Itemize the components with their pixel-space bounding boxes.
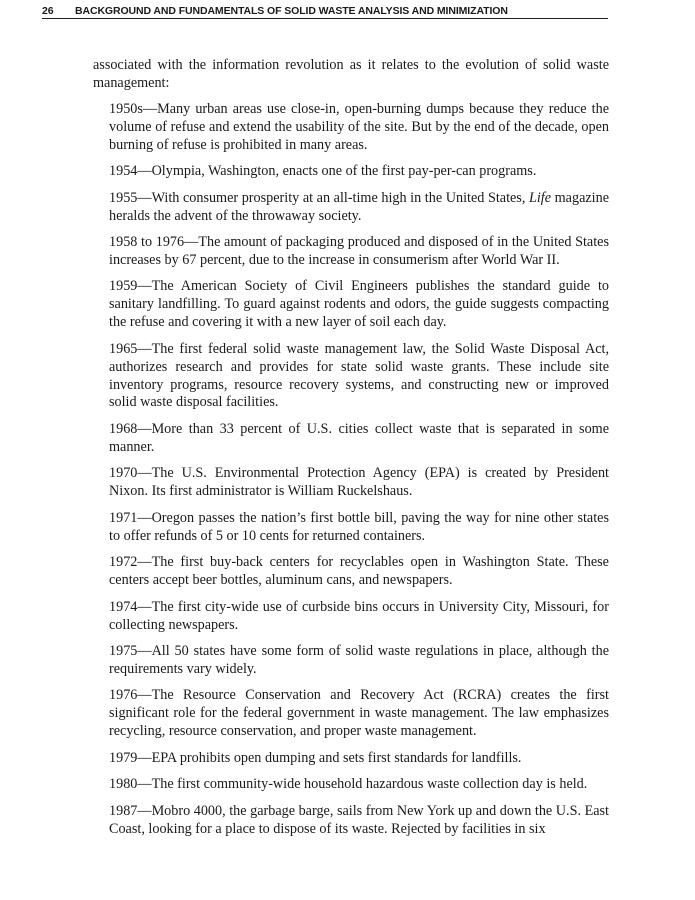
entry-year: 1954 [109,163,138,180]
entry-year: 1955 [109,189,138,206]
entry-year: 1979 [109,749,138,766]
entry-text: The first community-wide household hazardous waste collection day is held. [151,776,588,793]
timeline-entry-1970: 1970—The U.S. Environmental Protection Agency (EPA) is created by President Nixon. Its first administrator is William Ruckelshaus. [109,465,609,500]
entry-year: 1976 [109,687,138,704]
timeline-entry-1976: 1976—The Resource Conservation and Recovery Act (RCRA) creates the first significant role for the federal government in waste management. The law emphasizes recycling, resource conservation, and proper waste management. [109,687,609,740]
timeline-entry-1972: 1972—The first buy-back centers for recyclables open in Washington State. These centers accept beer bottles, aluminum cans, and newspapers. [109,554,609,589]
timeline-entry-1950s: 1950s—Many urban areas use close-in, open-burning dumps because they reduce the volume of refuse and extend the usability of the site. But by the end of the decade, open burning of refuse is prohibited in many areas. [109,100,609,153]
entry-year: 1970 [109,465,138,482]
entry-year: 1958 to 1976 [109,234,185,251]
magazine-title: Life [528,189,552,206]
entry-year: 1950s [109,100,143,117]
timeline-entry-1971: 1971—Oregon passes the nation’s first bottle bill, paving the way for nine other states to offer refunds of 5 or 10 cents for returned containers. [109,509,609,544]
timeline-entry-1959: 1959—The American Society of Civil Engineers publishes the standard guide to sanitary landfilling. To guard against rodents and odors, the guide suggests compacting the refuse and covering it with a new layer of soil each day. [109,278,609,331]
entry-text: Many urban areas use close-in, open-burning dumps because they reduce the volume of refuse and extend the usability of the site. But by the end of the decade, open burning of refuse is prohibited in many areas. [109,100,609,153]
entry-text: The amount of packaging produced and disposed of in the United States increases by 67 percent, due to the increase in consumerism after World War II. [109,234,609,268]
timeline-entry-1974: 1974—The first city-wide use of curbside bins occurs in University City, Missouri, for collecting newspapers. [109,598,609,633]
entry-text: magazine heralds the advent of the throwaway society. [109,189,609,224]
entry-year: 1987 [109,802,138,819]
entry-text: With consumer prosperity at an all-time high in the United States, [151,189,529,206]
entry-text: The American Society of Civil Engineers publishes the standard guide to sanitary landfilling. To guard against rodents and odors, the guide suggests compacting the refuse and covering it with a new layer of soil each day. [109,278,609,331]
entry-year: 1971 [109,509,138,526]
page-body [93,57,609,847]
entry-text: All 50 states have some form of solid waste regulations in place, although the requirements vary widely. [109,643,609,677]
timeline-entry-1954: 1954—Olympia, Washington, enacts one of the first pay-per-can programs. [109,163,537,180]
entry-text: The first federal solid waste management law, the Solid Waste Disposal Act, authorizes research and provides for state solid waste grants. These include site inventory programs, resource recovery systems, and constructing new or improved solid waste disposal facilities. [109,340,609,411]
entry-text: The Resource Conservation and Recovery Act (RCRA) creates the first significant role for the federal government in waste management. The law emphasizes recycling, resource conservation, and proper waste management. [109,687,609,740]
entry-text: Olympia, Washington, enacts one of the first pay-per-can programs. [151,163,537,180]
entry-text: The first city-wide use of curbside bins occurs in University City, Missouri, for collecting newspapers. [109,598,609,633]
entry-year: 1980 [109,776,138,793]
page-number: 26 [42,5,54,17]
timeline-entry-1987: 1987—Mobro 4000, the garbage barge, sails from New York up and down the U.S. East Coast, looking for a place to dispose of its waste. Rejected by facilities in six [109,802,609,837]
timeline-entry-1955: 1955—With consumer prosperity at an all-time high in the United States, Life magazine heralds the advent of the throwaway society. [109,189,609,224]
entry-text: Oregon passes the nation’s first bottle bill, paving the way for nine other states to offer refunds of 5 or 10 cents for returned containers. [109,509,609,544]
entry-text: The U.S. Environmental Protection Agency (EPA) is created by President Nixon. Its first administrator is William Ruckelshaus. [109,465,609,500]
timeline-entry-1975: 1975—All 50 states have some form of solid waste regulations in place, although the requirements vary widely. [109,643,609,677]
running-title: BACKGROUND AND FUNDAMENTALS OF SOLID WASTE ANALYSIS AND MINIMIZATION [75,5,508,17]
entry-text: The first buy-back centers for recyclables open in Washington State. These centers accept beer bottles, aluminum cans, and newspapers. [109,554,609,589]
entry-year: 1975 [109,643,138,659]
entry-text: More than 33 percent of U.S. cities collect waste that is separated in some manner. [109,420,609,455]
intro-paragraph: associated with the information revolution as it relates to the evolution of solid waste management: [93,57,609,91]
entry-year: 1965 [109,340,138,357]
entry-year: 1972 [109,554,138,571]
entry-year: 1959 [109,278,138,295]
running-head [42,4,608,19]
timeline-entry-1979: 1979—EPA prohibits open dumping and sets first standards for landfills. [109,749,522,766]
entry-year: 1974 [109,598,138,615]
timeline-list [93,101,609,839]
entry-year: 1968 [109,420,138,437]
entry-text: Mobro 4000, the garbage barge, sails from New York up and down the U.S. East Coast, looking for a place to dispose of its waste. Rejected by facilities in six [109,802,609,837]
timeline-entry-1980: 1980—The first community-wide household hazardous waste collection day is held. [109,776,588,793]
timeline-entry-1965: 1965—The first federal solid waste management law, the Solid Waste Disposal Act, authorizes research and provides for state solid waste grants. These include site inventory programs, resource recovery systems, and constructing new or improved solid waste disposal facilities. [109,340,609,411]
timeline-entry-1958-to-1976: 1958 to 1976—The amount of packaging produced and disposed of in the United States increases by 67 percent, due to the increase in consumerism after World War II. [109,234,609,268]
entry-text: EPA prohibits open dumping and sets first standards for landfills. [151,749,522,766]
timeline-entry-1968: 1968—More than 33 percent of U.S. cities collect waste that is separated in some manner. [109,420,609,455]
